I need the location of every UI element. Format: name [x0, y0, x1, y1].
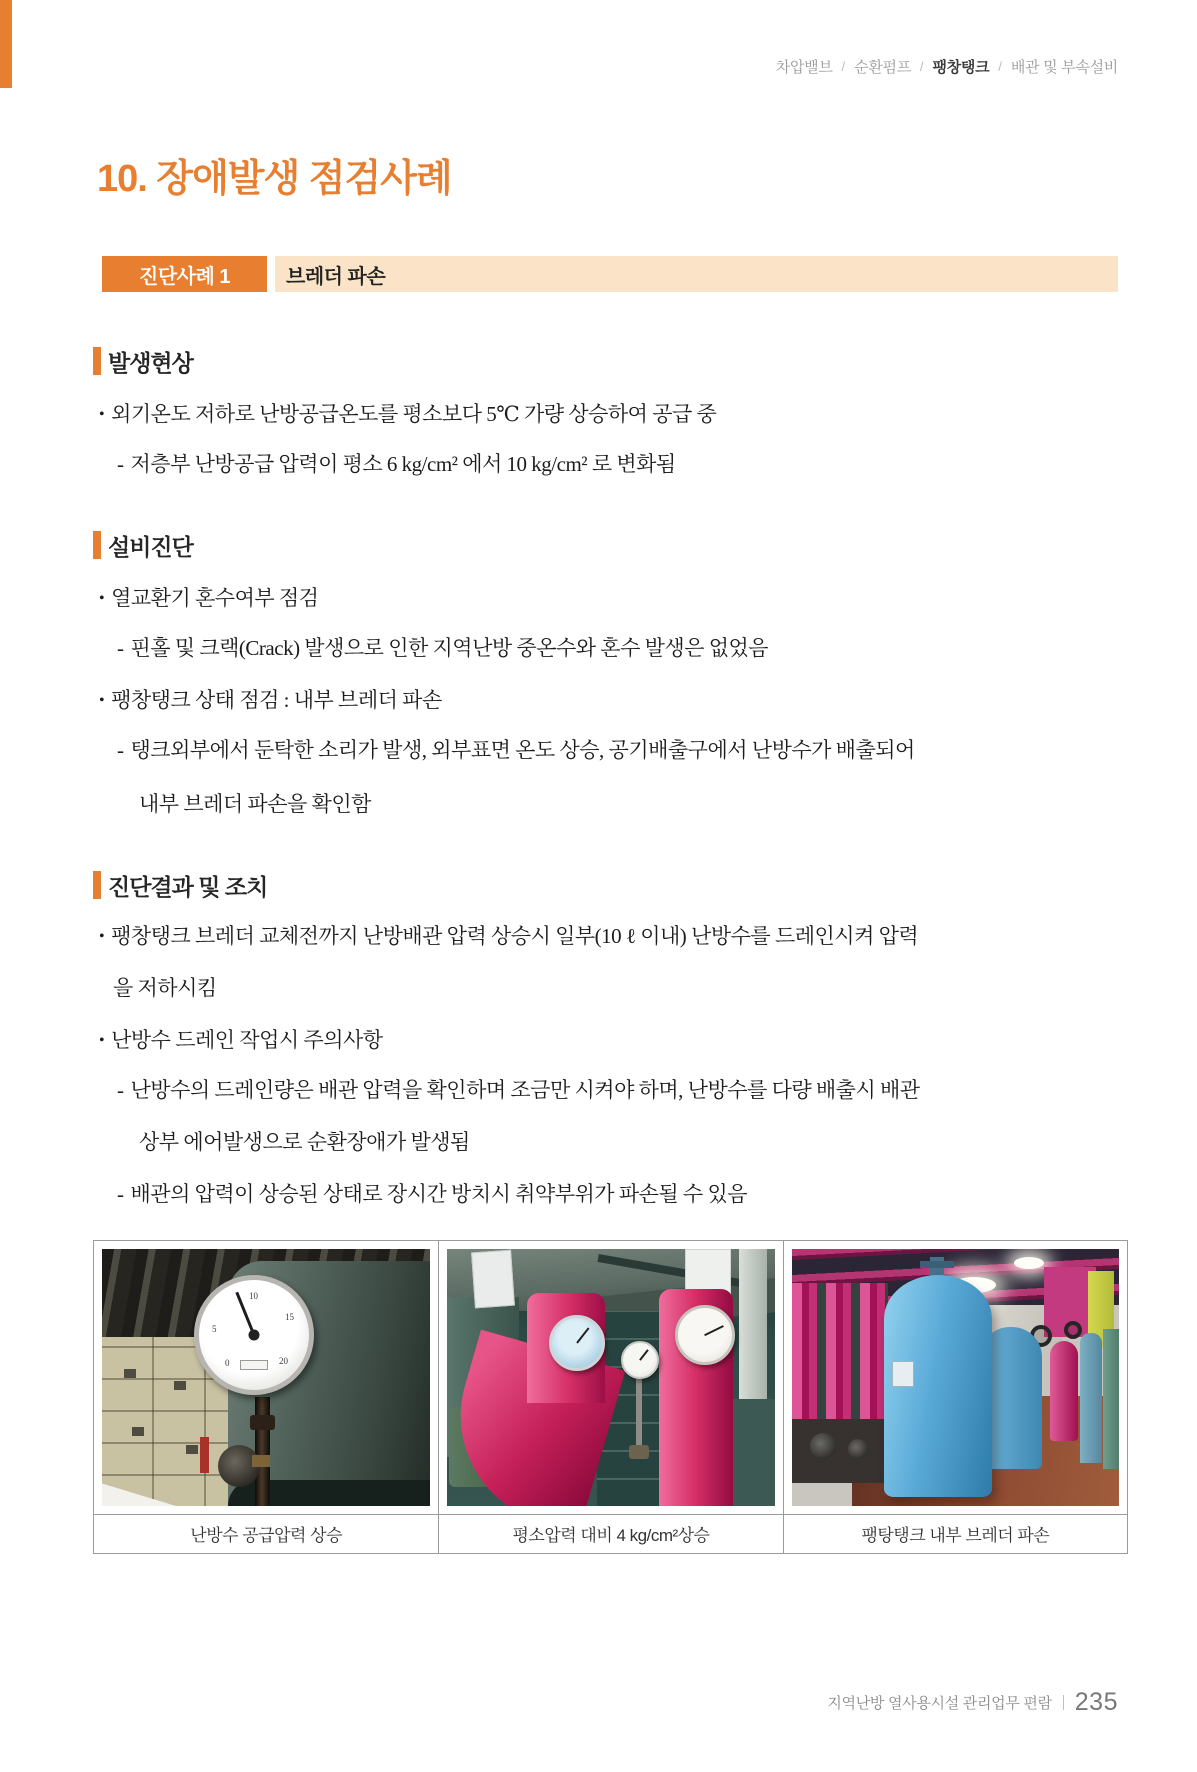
gauge-needle — [705, 1325, 724, 1336]
page-corner-accent — [0, 0, 12, 88]
blue-gray-tank — [1080, 1333, 1102, 1463]
list-subitem — [117, 448, 676, 478]
section-heading — [93, 530, 193, 560]
brass-valve — [629, 1445, 649, 1459]
gauge-number: 20 — [279, 1356, 288, 1366]
list-item-text: 팽창탱크 브레더 교체전까지 난방배관 압력 상승시 일부(10 ℓ 이내) 난방수를 드레인시켜 압력 — [111, 924, 919, 948]
pink-tank — [1050, 1341, 1078, 1441]
list-item-text: 내부 브레더 파손을 확인함 — [139, 792, 371, 816]
heading-accent-bar — [93, 871, 101, 899]
page-title: 10. 장애발생 점검사례 — [97, 158, 452, 200]
section-heading-text: 발생현상 — [108, 349, 193, 376]
section-heading-text: 설비진단 — [108, 533, 193, 560]
heading-accent-bar — [93, 531, 101, 559]
list-subitem — [117, 632, 768, 662]
gauge-label — [240, 1360, 268, 1370]
bullet-marker: • — [99, 406, 105, 423]
hanging-tag — [471, 1250, 515, 1309]
photo-frame — [784, 1241, 1127, 1514]
cabinet-window — [174, 1381, 186, 1390]
list-subitem — [117, 734, 915, 764]
book-title: 지역난방 열사용시설 관리업무 편람 — [827, 1695, 1052, 1712]
ceiling-light — [1014, 1257, 1044, 1269]
case-header — [102, 256, 1118, 292]
cabinet-window — [124, 1369, 136, 1378]
bullet-marker: • — [99, 928, 105, 945]
section-heading — [93, 346, 193, 376]
list-subitem — [117, 1178, 747, 1208]
photo-pink-pipes-gauges — [447, 1249, 774, 1506]
list-item-text: 열교환기 혼수여부 점검 — [111, 586, 319, 610]
dash-marker: - — [117, 1078, 124, 1102]
pump-motor — [848, 1439, 868, 1459]
gauge-pipe — [255, 1397, 270, 1506]
valve-handwheel — [1064, 1321, 1082, 1339]
figure-cell — [438, 1241, 782, 1553]
list-item — [99, 398, 716, 428]
blue-face-gauge — [549, 1315, 605, 1371]
list-item-text: 상부 에어발생으로 순환장애가 발생됨 — [139, 1130, 470, 1154]
dash-marker: - — [117, 1182, 124, 1206]
list-item-text: 탱크외부에서 둔탁한 소리가 발생, 외부표면 온도 상승, 공기배출구에서 난방수가 배출되어 — [130, 738, 915, 762]
dash-marker: - — [117, 738, 124, 762]
list-item-text: 난방수의 드레인량은 배관 압력을 확인하며 조금만 시켜야 하며, 난방수를 다량 배출시 배관 — [130, 1078, 920, 1102]
case-title-bar — [275, 256, 1118, 292]
figure-photo-table — [93, 1240, 1128, 1554]
tank-top-pipe — [920, 1261, 954, 1268]
figure-cell — [94, 1241, 438, 1553]
gauge-hub — [249, 1330, 260, 1341]
gauge-needle — [577, 1327, 590, 1343]
heading-accent-bar — [93, 347, 101, 375]
pipe-coupling — [250, 1415, 275, 1430]
bullet-marker: • — [99, 1032, 105, 1049]
list-item-text: 저층부 난방공급 압력이 평소 6 kg/cm² 에서 10 kg/cm² 로 변화됨 — [130, 452, 676, 476]
gauge-number: 0 — [225, 1358, 230, 1368]
case-title: 브레더 파손 — [286, 265, 386, 288]
thermometer-gauge — [675, 1305, 735, 1365]
dash-marker: - — [117, 452, 124, 476]
cabinet-window — [132, 1427, 144, 1436]
page-number: 235 — [1074, 1688, 1118, 1716]
dash-marker: - — [117, 636, 124, 660]
page-footer — [827, 1688, 1118, 1717]
breadcrumb-separator: / — [998, 59, 1002, 74]
footer-divider — [1063, 1695, 1064, 1710]
breadcrumb — [776, 56, 1118, 77]
breadcrumb-item[interactable]: 배관 및 부속설비 — [1010, 59, 1118, 76]
bullet-marker: • — [99, 590, 105, 607]
breadcrumb-item[interactable]: 순환펌프 — [854, 59, 911, 76]
list-continuation — [139, 1126, 470, 1156]
breadcrumb-item[interactable]: 차압밸브 — [775, 59, 833, 76]
list-subitem — [117, 1074, 920, 1104]
photo-caption: 팽탕탱크 내부 브레더 파손 — [784, 1514, 1127, 1552]
breadcrumb-item-current[interactable]: 팽창탱크 — [932, 59, 990, 76]
list-item-text: 핀홀 및 크랙(Crack) 발생으로 인한 지역난방 중온수와 혼수 발생은 없었음 — [130, 636, 769, 660]
breadcrumb-separator: / — [841, 59, 846, 74]
list-item — [99, 582, 318, 612]
gauge-needle — [640, 1349, 650, 1360]
gauge-number: 10 — [249, 1291, 258, 1301]
list-continuation — [113, 972, 217, 1002]
red-extinguisher — [200, 1437, 209, 1473]
cabinet-window — [186, 1445, 198, 1454]
photo-caption: 난방수 공급압력 상승 — [94, 1514, 438, 1552]
pink-pipe-cluster — [792, 1283, 888, 1433]
list-continuation — [139, 788, 371, 818]
pump-motor — [810, 1433, 836, 1459]
photo-frame — [439, 1241, 782, 1514]
section-heading-text: 진단결과 및 조치 — [108, 873, 268, 900]
list-item — [99, 920, 918, 950]
brass-fitting — [252, 1455, 270, 1467]
gauge-number: 5 — [212, 1324, 217, 1334]
white-pillar — [739, 1249, 767, 1409]
pressure-gauge — [194, 1275, 314, 1395]
list-item-text: 팽창탱크 상태 점검 : 내부 브레더 파손 — [111, 688, 442, 712]
gauge-stem-pipe — [636, 1379, 642, 1449]
breadcrumb-separator: / — [919, 59, 924, 74]
list-item-text: 난방수 드레인 작업시 주의사항 — [111, 1028, 383, 1052]
list-item-text: 배관의 압력이 상승된 상태로 장시간 방치시 취약부위가 파손될 수 있음 — [130, 1182, 748, 1206]
list-item — [99, 1024, 383, 1054]
pump-machinery — [792, 1419, 896, 1483]
figure-cell — [783, 1241, 1127, 1553]
green-gray-tank — [1103, 1329, 1119, 1469]
back-wall — [733, 1399, 774, 1506]
gauge-number: 15 — [285, 1312, 294, 1322]
list-item-text: 외기온도 저하로 난방공급온도를 평소보다 5℃ 가량 상승하여 공급 중 — [111, 402, 717, 426]
case-badge: 진단사례 1 — [102, 256, 267, 292]
list-item-text: 을 저하시킴 — [113, 976, 217, 1000]
photo-frame — [94, 1241, 438, 1514]
bullet-marker: • — [99, 692, 105, 709]
section-heading — [93, 870, 267, 900]
photo-expansion-tank-room — [792, 1249, 1119, 1506]
list-item — [99, 684, 442, 714]
tank-label — [892, 1361, 914, 1387]
photo-caption: 평소압력 대비 4 kg/cm²상승 — [439, 1514, 782, 1552]
photo-heating-supply-gauge — [102, 1249, 430, 1506]
